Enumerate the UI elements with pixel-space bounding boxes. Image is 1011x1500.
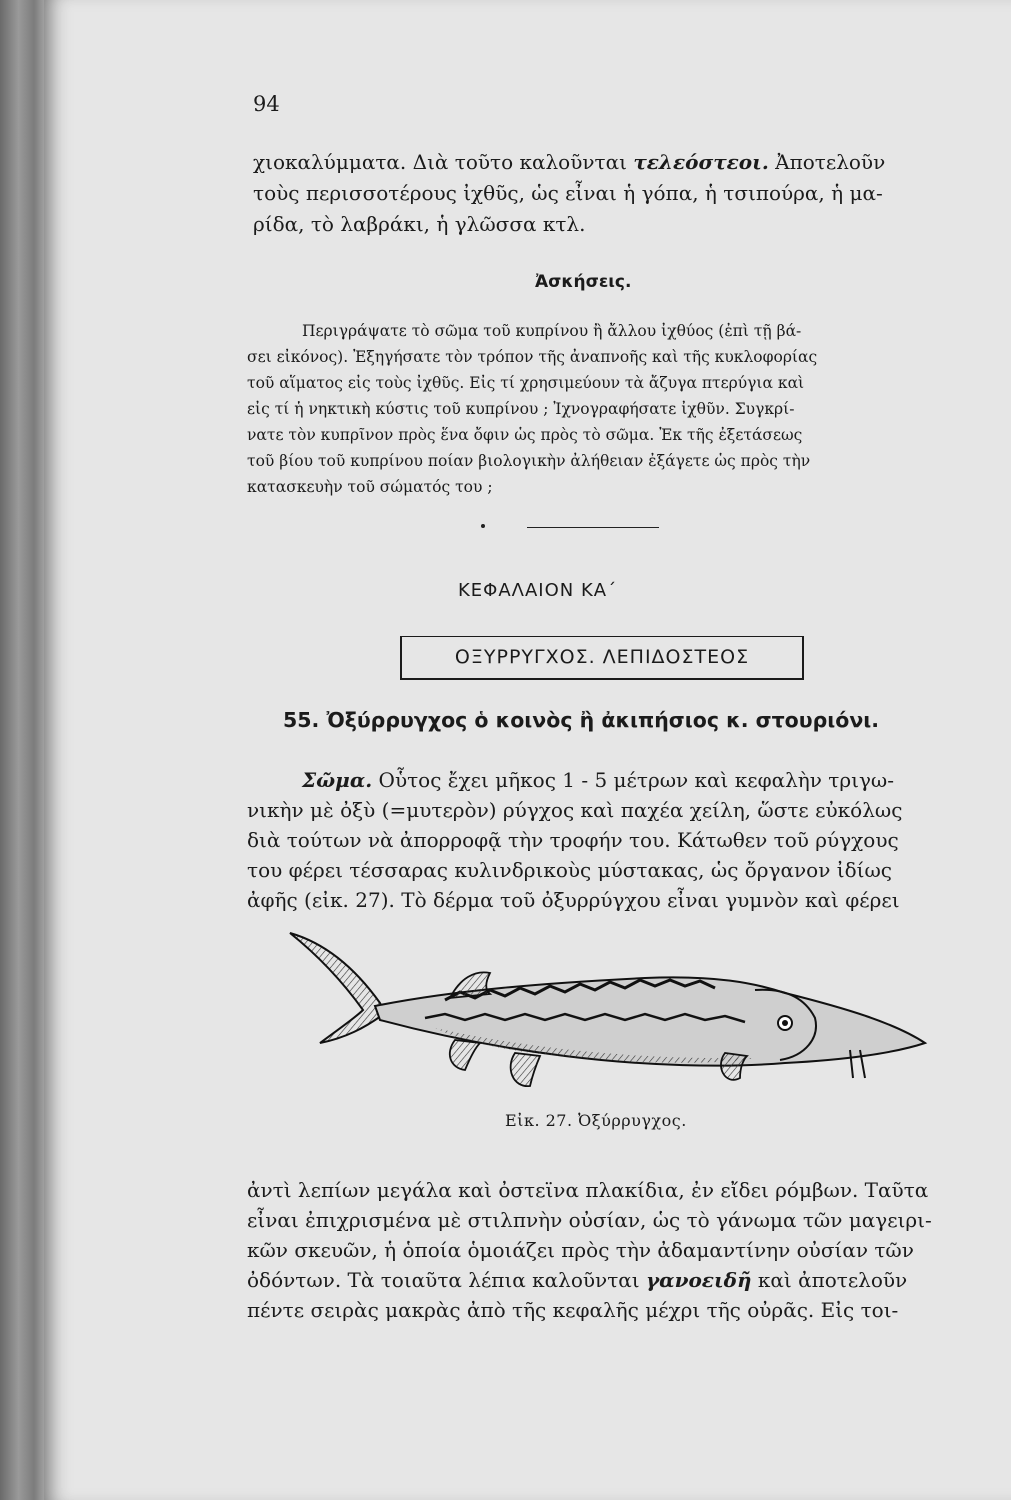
exercise-line: κατασκευὴν τοῦ σώματός του ; — [247, 478, 493, 496]
chapter-title-box — [400, 636, 804, 680]
section-title: 55. Ὀξύρρυγχος ὁ κοινὸς ἢ ἀκιπήσιος κ. στουριόνι. — [283, 708, 880, 732]
exercise-line: νατε τὸν κυπρῖνον πρὸς ἕνα ὄφιν ὡς πρὸς τὸ σῶμα. Ἐκ τῆς ἐξετάσεως — [247, 426, 803, 444]
para3-line4 — [247, 1268, 907, 1292]
para1-line1 — [253, 150, 885, 174]
para2-line: διὰ τούτων νὰ ἀπορροφᾷ τὴν τροφήν του. Κάτωθεν τοῦ ρύγχους — [247, 828, 899, 852]
dorsal-fin — [450, 972, 490, 998]
para2-line: του φέρει τέσσαρας κυλινδρικοὺς μύστακας, ὡς ὄργανον ἰδίως — [247, 858, 892, 882]
para3-text-b: καὶ ἀποτελοῦν — [751, 1268, 908, 1292]
exercise-line: τοῦ αἵματος εἰς τοὺς ἰχθῦς. Εἰς τί χρησιμεύουν τὰ ἄζυγα πτερύγια καὶ — [247, 374, 805, 392]
exercise-line: εἰς τί ἡ νηκτικὴ κύστις τοῦ κυπρίνου ; Ἰχνογραφήσατε ἰχθῦν. Συγκρί- — [247, 400, 795, 418]
sturgeon-illustration — [285, 928, 935, 1098]
para2-line1 — [302, 768, 894, 792]
exercise-line: τοῦ βίου τοῦ κυπρίνου ποίαν βιολογικὴν ἀλήθειαν ἐξάγετε ὡς πρὸς τὴν — [247, 452, 811, 470]
separator-rule — [527, 527, 659, 528]
exercises-title: Ἀσκήσεις. — [535, 272, 632, 292]
para1-line3: ρίδα, τὸ λαβράκι, ἡ γλῶσσα κτλ. — [253, 212, 586, 236]
para2-line: ἀφῆς (εἰκ. 27). Τὸ δέρμα τοῦ ὀξυρρύγχου εἶναι γυμνὸν καὶ φέρει — [247, 888, 900, 912]
tail-fin — [290, 933, 385, 1043]
pectoral-fin — [721, 1053, 747, 1080]
separator-dot — [481, 524, 485, 528]
term-ganoeidi: γανοειδῆ — [645, 1268, 752, 1292]
para2-line: νικὴν μὲ ὀξὺ (=μυτερὸν) ρύγχος καὶ παχέα χείλη, ὥστε εὐκόλως — [247, 798, 903, 822]
exercise-line: σει εἰκόνος). Ἐξηγήσατε τὸν τρόπον τῆς ἀναπνοῆς καὶ τῆς κυκλοφορίας — [247, 348, 818, 366]
fish-pupil — [782, 1020, 788, 1026]
para3-line: κῶν σκευῶν, ἡ ὁποία ὁμοιάζει πρὸς τὴν ἀδαμαντίνην οὐσίαν τῶν — [247, 1238, 914, 1262]
para2-lead: Σῶμα. — [302, 768, 373, 792]
chapter-box-title: ΟΞΥΡΡΥΓΧΟΣ. ΛΕΠΙΔΟΣΤΕΟΣ — [454, 646, 750, 668]
para3-line: εἶναι ἐπιχρισμένα μὲ στιλπνὴν οὐσίαν, ὡς τὸ γάνωμα τῶν μαγειρι- — [247, 1208, 932, 1232]
pelvic-fin — [511, 1053, 540, 1086]
anal-fin — [450, 1040, 480, 1070]
para3-line: πέντε σειρὰς μακρὰς ἀπὸ τῆς κεφαλῆς μέχρι τῆς οὐρᾶς. Εἰς τοι- — [247, 1298, 899, 1322]
para2-first-rest: Οὗτος ἔχει μῆκος 1 - 5 μέτρων καὶ κεφαλὴν τριγω- — [372, 768, 894, 792]
page-number: 94 — [253, 92, 280, 116]
para1-line2: τοὺς περισσοτέρους ἰχθῦς, ὡς εἶναι ἡ γόπα, ἡ τσιπούρα, ἡ μα- — [253, 181, 883, 205]
term-teleosteoi: τελεόστεοι. — [633, 150, 769, 174]
chapter-heading: ΚΕΦΑΛΑΙΟΝ ΚΑ΄ — [458, 580, 618, 601]
para1-text-a: χιοκαλύμματα. Διὰ τοῦτο καλοῦνται — [253, 150, 634, 174]
exercise-line: Περιγράψατε τὸ σῶμα τοῦ κυπρίνου ἢ ἄλλου ἰχθύος (ἐπὶ τῇ βά- — [302, 322, 802, 340]
para3-line: ἀντὶ λεπίων μεγάλα καὶ ὀστεϊνα πλακίδια, ἐν εἴδει ρόμβων. Ταῦτα — [247, 1178, 929, 1202]
figure-caption: Εἰκ. 27. Ὀξύρρυγχος. — [505, 1111, 687, 1130]
para3-text-a: ὀδόντων. Τὰ τοιαῦτα λέπια καλοῦνται — [247, 1268, 646, 1292]
para1-text-b: Ἀποτελοῦν — [768, 150, 886, 174]
